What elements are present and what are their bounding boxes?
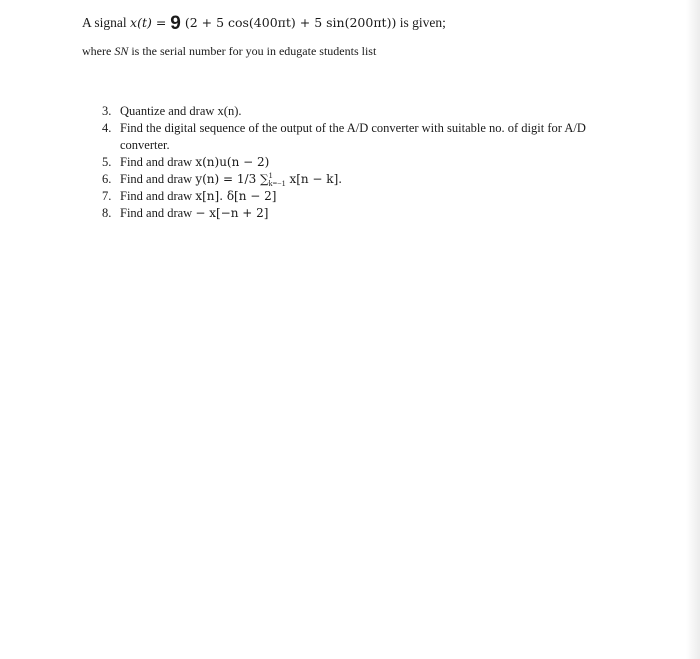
intro-prefix: A signal [82,15,131,30]
task-math: x[n − k]. [285,172,343,186]
task-math: y(n) = 1/3 ∑ [195,172,269,186]
signal-definition [82,13,446,35]
intro-suffix: is given; [396,15,446,30]
note-sn: SN [114,44,129,58]
task-text: Find and draw [120,172,196,186]
task-item [82,171,622,188]
task-text: Quantize and draw x(n). [120,104,242,118]
note-suffix: is the serial number for you in edugate students list [128,44,377,58]
task-number: 3. [102,104,112,118]
task-text: Find and draw [120,155,196,169]
task-item [82,188,622,205]
task-number: 8. [102,206,112,221]
task-text: Find the digital sequence of the output of the A/D converter with suitable no. of digit for A/D [120,121,586,135]
note-prefix: where [82,44,115,58]
task-math: − x[−n + 2] [195,206,269,221]
task-number: 7. [102,189,112,204]
task-list [82,103,622,222]
page-edge-shadow [686,0,700,659]
task-number: 4. [102,121,112,135]
task-text: Find and draw [120,189,196,204]
task-math: x(n)u(n − 2) [195,155,270,169]
task-item [82,205,622,222]
summation-limits [269,172,286,188]
signal-expression: (2 + 5 cos(400πt) + 5 sin(200πt)) [180,15,397,30]
task-item [82,154,622,171]
serial-value: 9 [170,13,181,34]
task-number: 5. [102,155,112,169]
task-text-continued: converter. [120,138,170,152]
task-text: Find and draw [120,206,196,221]
task-math: x[n]. δ[n − 2] [195,189,277,204]
task-number: 6. [102,172,112,186]
signal-symbol: x(t) = [130,15,171,30]
sum-lower-limit: k=−1 [268,179,286,189]
task-item [82,103,622,120]
sum-upper-limit: 1 [268,171,273,181]
serial-number-note [82,44,376,59]
task-item [82,120,622,154]
